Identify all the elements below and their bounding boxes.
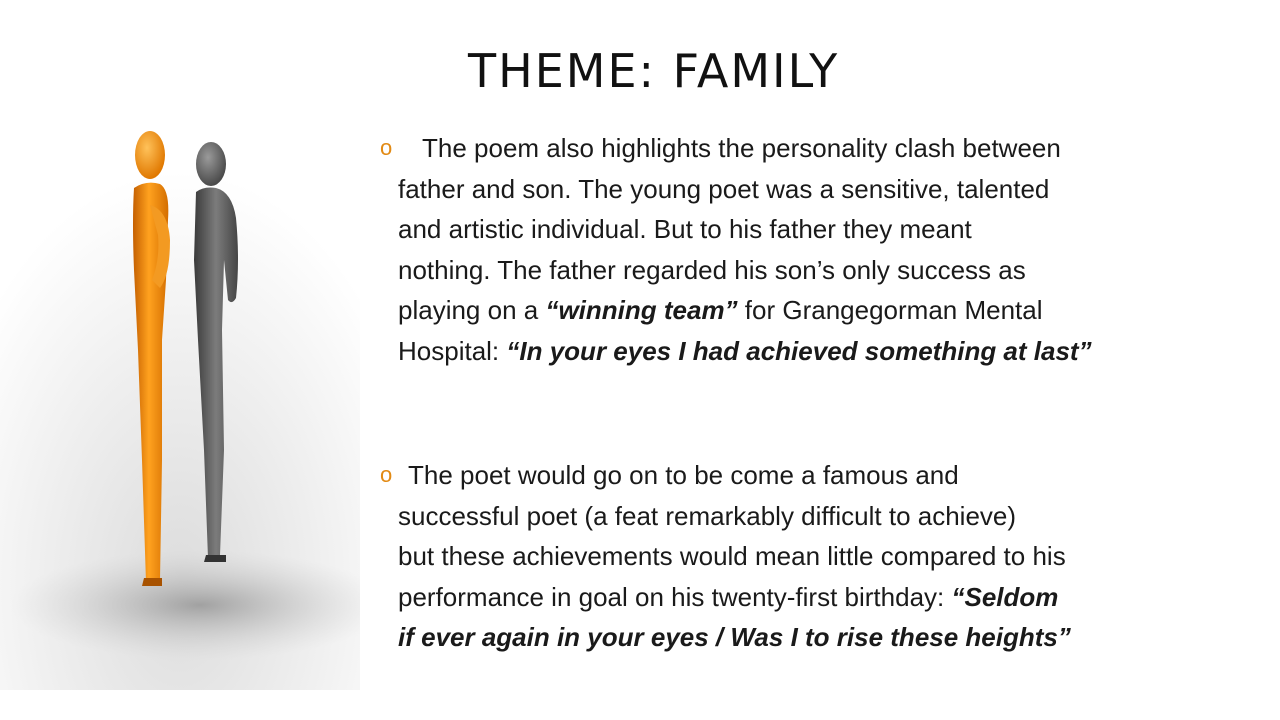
text-line xyxy=(398,128,1260,169)
slide-title: THEME: FAMILY xyxy=(468,44,840,98)
text-run: and artistic individual. But to his father they meant xyxy=(398,214,972,244)
text-line xyxy=(398,617,1260,658)
text-line xyxy=(398,290,1260,331)
quote-run: “In your eyes I had achieved something at last” xyxy=(506,335,1092,366)
text-line xyxy=(398,209,1260,250)
bullet-item-2 xyxy=(380,455,1260,658)
text-line xyxy=(398,331,1260,372)
text-run: for Grangegorman Mental xyxy=(737,295,1043,325)
text-line xyxy=(398,455,1260,496)
text-run: The poem also highlights the personality clash between xyxy=(422,133,1061,163)
text-run: performance in goal on his twenty-first birthday: xyxy=(398,581,952,612)
quote-run: if ever again in your eyes / Was I to rise these heights” xyxy=(398,622,1071,652)
quote-run: “winning team” xyxy=(545,295,738,325)
text-run: Hospital: xyxy=(398,335,507,366)
quote-run: “Seldom xyxy=(951,581,1059,612)
text-run: but these achievements would mean little compared to his xyxy=(398,541,1066,571)
two-figures-back-to-back-icon xyxy=(0,100,360,690)
text-run: The poet would go on to be come a famous and xyxy=(408,460,959,490)
text-line xyxy=(398,577,1260,618)
bullet-marker: o xyxy=(380,135,393,160)
text-line xyxy=(398,536,1260,577)
bullet-item-1 xyxy=(380,128,1260,371)
text-line xyxy=(398,169,1260,210)
text-line xyxy=(398,250,1260,291)
two-figures-image xyxy=(0,100,360,690)
text-line xyxy=(398,496,1260,537)
bullet-marker: o xyxy=(380,462,393,487)
text-run: playing on a xyxy=(398,295,546,325)
text-run: successful poet (a feat remarkably difficult to achieve) xyxy=(398,500,1017,531)
text-run: father and son. The young poet was a sensitive, talented xyxy=(398,173,1050,204)
bullet-list xyxy=(380,128,1260,658)
text-run: nothing. The father regarded his son’s only success as xyxy=(398,254,1026,285)
